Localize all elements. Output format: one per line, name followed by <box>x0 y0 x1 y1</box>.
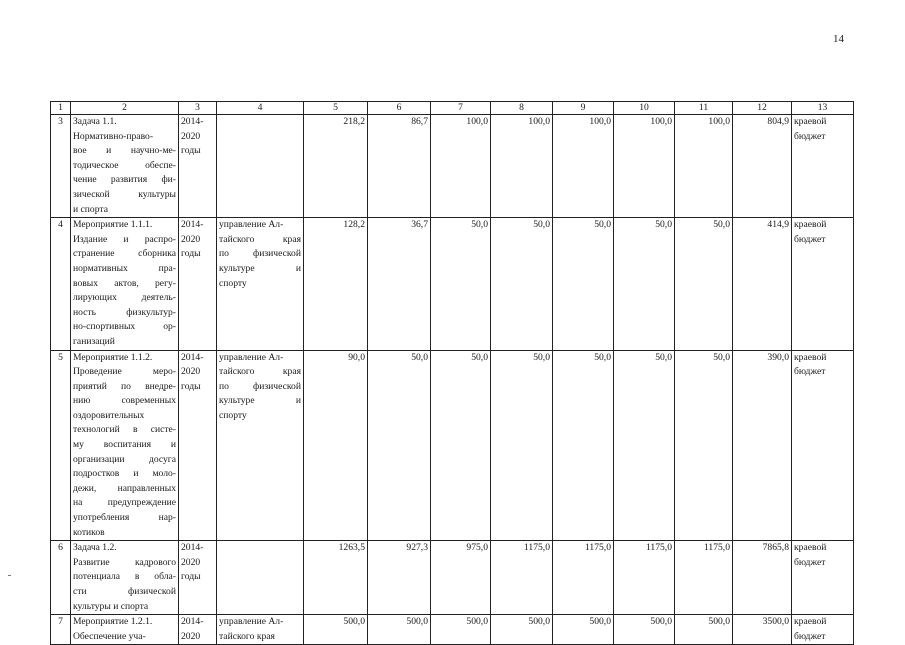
period-cell <box>179 218 217 350</box>
cell-line: 2020 <box>181 630 201 642</box>
cell-line: тодическое обеспе- <box>73 159 176 171</box>
value-cell: 100,0 <box>675 115 733 218</box>
cell-line: ганизаций <box>73 335 115 347</box>
cell-line: 2014- <box>181 116 204 127</box>
value-cell: 7865,8 <box>733 541 792 615</box>
description-cell <box>71 541 179 615</box>
value-cell: 50,0 <box>491 218 553 350</box>
description-cell <box>71 615 179 645</box>
executor-cell <box>217 218 304 350</box>
value-cell: 500,0 <box>614 615 675 645</box>
cell-line: и спорта <box>73 203 108 215</box>
cell-line: Задача 1.2. <box>73 542 117 554</box>
header-cell: 9 <box>553 102 614 115</box>
value-cell: 1175,0 <box>553 541 614 615</box>
value-cell: 50,0 <box>368 350 431 541</box>
cell-line: подростков и моло- <box>73 468 176 480</box>
value-cell: 50,0 <box>553 218 614 350</box>
header-cell: 10 <box>614 102 675 115</box>
value-cell: 90,0 <box>304 350 368 541</box>
value-cell: 100,0 <box>614 115 675 218</box>
value-cell: 100,0 <box>553 115 614 218</box>
cell-line: Издание и распро- <box>73 233 176 245</box>
cell-line: вое и научно-ме- <box>73 145 176 157</box>
value-cell: 500,0 <box>431 615 491 645</box>
header-cell: 12 <box>733 102 792 115</box>
cell-line: тайского края <box>219 630 275 642</box>
cell-line: бюджет <box>794 630 826 642</box>
cell-line: 2020 <box>181 233 201 245</box>
cell-line: бюджет <box>794 556 826 568</box>
cell-line: оздоровительных <box>73 409 145 421</box>
value-cell: 50,0 <box>553 350 614 541</box>
funding-source-cell <box>792 541 854 615</box>
value-cell: 86,7 <box>368 115 431 218</box>
value-cell: 50,0 <box>614 350 675 541</box>
header-row <box>51 102 854 115</box>
cell-line: 2014- <box>181 616 204 628</box>
funding-source-cell <box>792 615 854 645</box>
executor-cell <box>217 350 304 541</box>
cell-line: по физической <box>219 248 301 260</box>
header-cell: 11 <box>675 102 733 115</box>
cell-line: тайского края <box>219 366 301 378</box>
cell-line: Мероприятие 1.1.2. <box>73 351 153 363</box>
table-row <box>51 115 854 218</box>
cell-line: бюджет <box>794 130 826 142</box>
period-cell <box>179 541 217 615</box>
cell-line: бюджет <box>794 366 826 378</box>
value-cell: 927,3 <box>368 541 431 615</box>
cell-line: организации досуга <box>73 453 176 465</box>
cell-line: на предупреждение <box>73 497 176 509</box>
value-cell: 414,9 <box>733 218 792 350</box>
cell-line: 2020 <box>181 130 201 142</box>
cell-line: культуре и <box>219 395 301 407</box>
cell-line: краевой <box>794 351 827 363</box>
cell-line: нию современных <box>73 395 176 407</box>
value-cell: 500,0 <box>675 615 733 645</box>
value-cell: 500,0 <box>553 615 614 645</box>
cell-line: годы <box>181 248 201 260</box>
header-cell: 3 <box>179 102 217 115</box>
value-cell: 1263,5 <box>304 541 368 615</box>
cell-line: краевой <box>794 116 827 127</box>
funding-source-cell <box>792 350 854 541</box>
header-cell: 8 <box>491 102 553 115</box>
value-cell: 218,2 <box>304 115 368 218</box>
cell-line: годы <box>181 571 201 583</box>
value-cell: 100,0 <box>491 115 553 218</box>
cell-line: употребления нар- <box>73 512 176 524</box>
value-cell: 804,9 <box>733 115 792 218</box>
cell-line: вовых актов, регу- <box>73 277 176 289</box>
cell-line: зической культуры <box>73 188 176 200</box>
cell-line: чение развития фи- <box>73 174 176 186</box>
value-cell: 1175,0 <box>614 541 675 615</box>
cell-line: тайского края <box>219 233 301 245</box>
value-cell: 975,0 <box>431 541 491 615</box>
cell-line: краевой <box>794 542 827 554</box>
table-row <box>51 615 854 645</box>
cell-line: Нормативно-право- <box>73 130 154 142</box>
cell-line: 2014- <box>181 542 204 554</box>
value-cell: 50,0 <box>491 350 553 541</box>
cell-line: потенциала в обла- <box>73 571 176 583</box>
cell-line: Мероприятие 1.2.1. <box>73 616 153 628</box>
cell-line: бюджет <box>794 233 826 245</box>
row-index-cell: 7 <box>51 615 71 645</box>
cell-line: лирующих деятель- <box>73 292 176 304</box>
program-table <box>50 101 854 645</box>
executor-cell <box>217 541 304 615</box>
value-cell: 50,0 <box>431 218 491 350</box>
cell-line: странение сборника <box>73 248 176 260</box>
cell-line: Развитие кадрового <box>73 556 176 568</box>
cell-line: краевой <box>794 219 827 231</box>
value-cell: 36,7 <box>368 218 431 350</box>
cell-line: краевой <box>794 616 827 628</box>
cell-line: управление Ал- <box>219 616 284 628</box>
value-cell: 500,0 <box>304 615 368 645</box>
value-cell: 100,0 <box>431 115 491 218</box>
cell-line: Задача 1.1. <box>73 116 117 127</box>
value-cell: 1175,0 <box>675 541 733 615</box>
executor-cell <box>217 615 304 645</box>
cell-line: годы <box>181 145 201 157</box>
period-cell <box>179 615 217 645</box>
cell-line: 2020 <box>181 556 201 568</box>
value-cell: 50,0 <box>675 218 733 350</box>
value-cell: 128,2 <box>304 218 368 350</box>
cell-line: му воспитания и <box>73 439 176 451</box>
value-cell: 500,0 <box>491 615 553 645</box>
cell-line: котиков <box>73 526 105 538</box>
executor-cell <box>217 115 304 218</box>
cell-line: нормативных пра- <box>73 262 176 274</box>
cell-line: технологий в систе- <box>73 424 176 436</box>
funding-source-cell <box>792 115 854 218</box>
cell-line: Мероприятие 1.1.1. <box>73 219 153 231</box>
header-cell: 13 <box>792 102 854 115</box>
cell-line: приятий по внедре- <box>73 380 176 392</box>
value-cell: 390,0 <box>733 350 792 541</box>
period-cell <box>179 350 217 541</box>
cell-line: Проведение меро- <box>73 366 176 378</box>
cell-line: сти физической <box>73 586 176 597</box>
header-cell: 6 <box>368 102 431 115</box>
header-cell: 2 <box>71 102 179 115</box>
value-cell: 50,0 <box>675 350 733 541</box>
row-index-cell: 5 <box>51 350 71 541</box>
header-cell: 1 <box>51 102 71 115</box>
page-number: 14 <box>833 33 844 45</box>
description-cell <box>71 350 179 541</box>
cell-line: культуре и <box>219 262 301 274</box>
cell-line: управление Ал- <box>219 219 284 231</box>
cell-line: культуры и спорта <box>73 600 149 612</box>
table-row <box>51 350 854 541</box>
scan-artifact <box>8 575 11 576</box>
cell-line: ность физкультур- <box>73 306 176 318</box>
row-index-cell: 3 <box>51 115 71 218</box>
description-cell <box>71 115 179 218</box>
cell-line: но-спортивных ор- <box>73 321 176 333</box>
cell-line: годы <box>181 380 201 392</box>
cell-line: по физической <box>219 380 301 392</box>
table-row <box>51 541 854 615</box>
header-cell: 7 <box>431 102 491 115</box>
value-cell: 1175,0 <box>491 541 553 615</box>
cell-line: 2014- <box>181 219 204 231</box>
value-cell: 500,0 <box>368 615 431 645</box>
header-cell: 4 <box>217 102 304 115</box>
value-cell: 50,0 <box>614 218 675 350</box>
cell-line: спорту <box>219 409 247 421</box>
value-cell: 50,0 <box>431 350 491 541</box>
funding-source-cell <box>792 218 854 350</box>
description-cell <box>71 218 179 350</box>
table-row <box>51 218 854 350</box>
row-index-cell: 4 <box>51 218 71 350</box>
cell-line: дежи, направленных <box>73 482 176 494</box>
cell-line: спорту <box>219 277 247 289</box>
value-cell: 3500,0 <box>733 615 792 645</box>
cell-line: Обеспечение уча- <box>73 630 146 642</box>
cell-line: управление Ал- <box>219 351 284 363</box>
cell-line: 2014- <box>181 351 204 363</box>
period-cell <box>179 115 217 218</box>
header-cell: 5 <box>304 102 368 115</box>
cell-line: 2020 <box>181 366 201 378</box>
row-index-cell: 6 <box>51 541 71 615</box>
